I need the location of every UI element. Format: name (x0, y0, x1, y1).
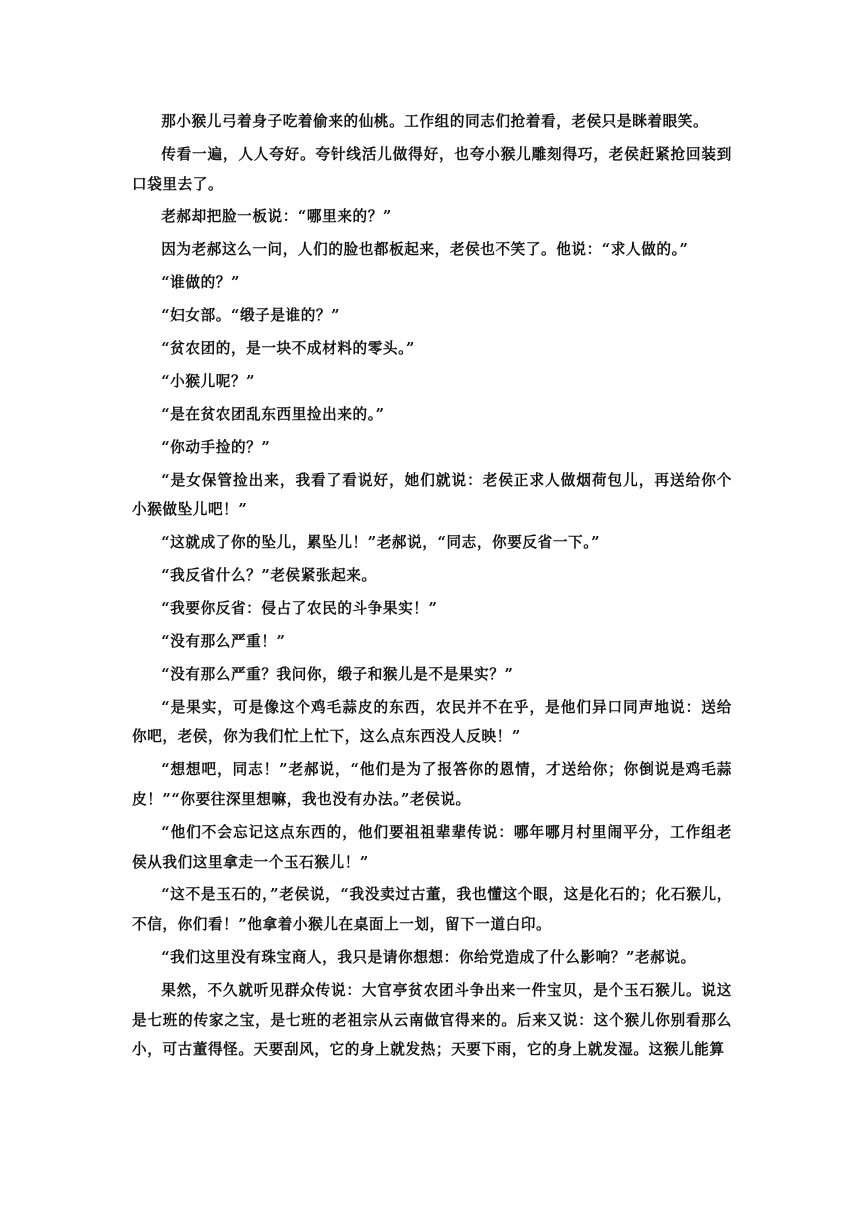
paragraph-16: “没有那么严重？我问你，缎子和猴儿是不是果实？” (161, 665, 514, 683)
paragraph-1: 那小猴儿弓着身子吃着偷来的仙桃。工作组的同志们抢着看，老侯只是眯着眼笑。 (161, 113, 709, 130)
paragraph-21: “我们这里没有珠宝商人，我只是请你想想：你给党造成了什么影响？”老郝说。 (161, 949, 696, 967)
paragraph-2: 传看一遍，人人夸好。夸针线活儿做得好，也夸小猴儿雕刻得巧，老侯赶紧抢回装到口袋里去了。 (132, 145, 732, 193)
paragraph-12: “这就成了你的坠儿，累坠儿！”老郝说，“同志，你要反省一下。” (161, 534, 601, 552)
paragraph-5: “谁做的？” (161, 274, 240, 292)
paragraph-20: “这不是玉石的，”老侯说，“我没卖过古董，我也懂这个眼，这是化石的；化石猴儿，不信，你们看！”他拿着小猴儿在桌面上一划，留下一道白印。 (132, 886, 732, 934)
paragraph-11: “是女保管捡出来，我看了看说好，她们就说：老侯正求人做烟荷包儿，再送给你个小猴做坠儿吧！” (132, 471, 732, 519)
paragraph-18: “想想吧，同志！”老郝说，“他们是为了报答你的恩情，才送给你；你倒说是鸡毛蒜皮！”“你要往深里想嘛，我也没有办法。”老侯说。 (132, 761, 732, 808)
paragraph-22: 果然，不久就听见群众传说：大官亭贫农团斗争出来一件宝贝，是个玉石猴儿。说这是七班的传家之宝，是七班的老祖宗从云南做官得来的。后来又说：这个猴儿你别看那么小，可古董得怪。天要刮风，它的身上就发热；天要下雨，它的身上就发湿。这猴儿能算 (132, 981, 732, 1059)
paragraph-6: “妇女部。“缎子是谁的？” (161, 307, 341, 325)
paragraph-3: 老郝却把脸一板说：“哪里来的？” (161, 208, 392, 226)
paragraph-8: “小猴儿呢？” (161, 372, 256, 390)
paragraph-4: 因为老郝这么一问，人们的脸也都板起来，老侯也不笑了。他说：“求人做的。” (161, 241, 689, 259)
paragraph-9: “是在贫农团乱东西里捡出来的。” (161, 405, 385, 423)
paragraph-17: “是果实，可是像这个鸡毛蒜皮的东西，农民并不在乎，是他们异口同声地说：送给你吧，老侯，你为我们忙上忙下，这么点东西没人反映！” (132, 698, 732, 746)
paragraph-10: “你动手捡的？” (161, 438, 271, 456)
paragraph-14: “我要你反省：侵占了农民的斗争果实！” (161, 599, 438, 617)
paragraph-7: “贫农团的，是一块不成材料的零头。” (161, 340, 415, 358)
paragraph-19: “他们不会忘记这点东西的，他们要祖祖辈辈传说：哪年哪月村里闹平分，工作组老侯从我们这里拿走一个玉石猴儿！” (132, 823, 732, 871)
paragraph-13: “我反省什么？”老侯紧张起来。 (161, 567, 377, 585)
story-text (132, 107, 732, 1068)
paragraph-15: “没有那么严重！” (161, 632, 286, 650)
